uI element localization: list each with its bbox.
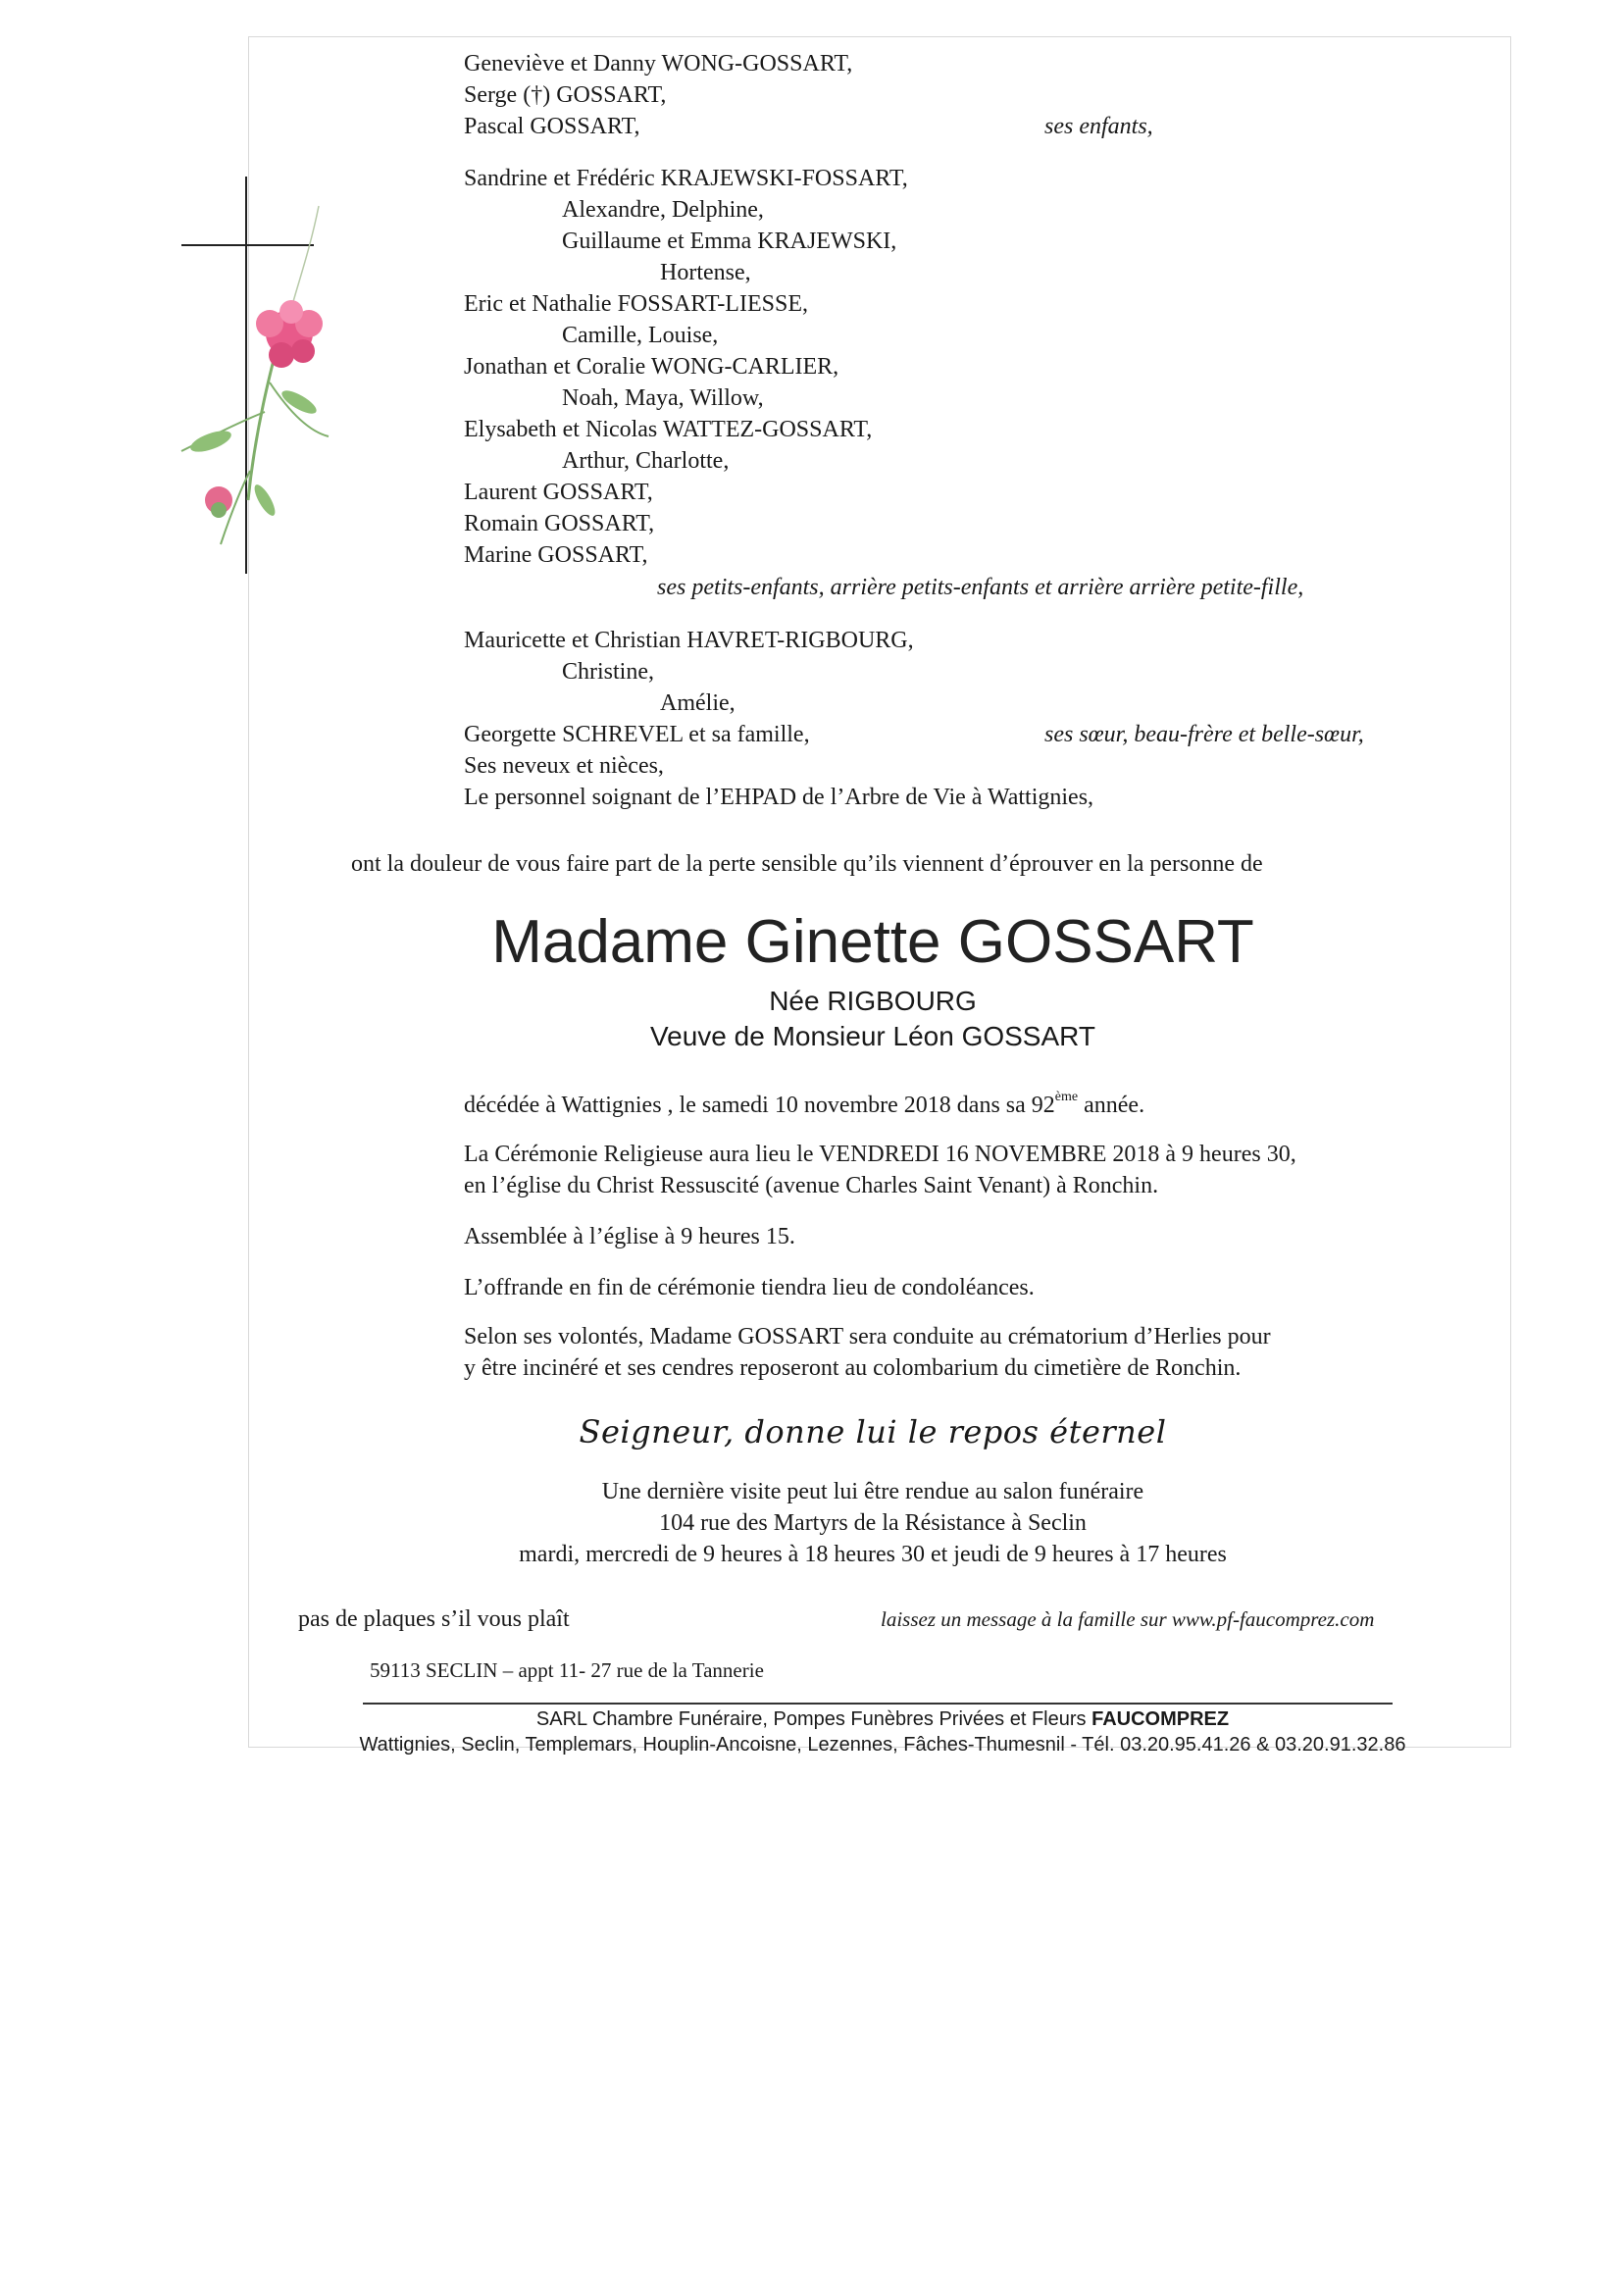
family-line-3: Pascal GOSSART, [464, 114, 640, 139]
family-line-22: Le personnel soignant de l’EHPAD de l’Arbre de Vie à Wattignies, [464, 785, 1094, 810]
role-children: ses enfants, [1044, 114, 1153, 139]
family-line-5: Alexandre, Delphine, [562, 197, 764, 223]
death-text-end: année. [1078, 1093, 1145, 1118]
family-line-14: Laurent GOSSART, [464, 480, 653, 505]
cross-flower-icon [172, 177, 348, 588]
family-line-11: Noah, Maya, Willow, [562, 385, 764, 411]
death-line [464, 1091, 1144, 1120]
footer-company [294, 1706, 1471, 1732]
family-line-16: Marine GOSSART, [464, 542, 648, 568]
death-superscript: ème [1054, 1090, 1079, 1104]
address-line: 59113 SECLIN – appt 11- 27 rue de la Tannerie [370, 1658, 764, 1682]
deceased-widow-of: Veuve de Monsieur Léon GOSSART [650, 1021, 1095, 1051]
family-line-9: Camille, Louise, [562, 323, 719, 348]
family-line-2: Serge (†) GOSSART, [464, 82, 667, 108]
family-line-12: Elysabeth et Nicolas WATTEZ-GOSSART, [464, 417, 873, 442]
visit-line-3: mardi, mercredi de 9 heures à 18 heures 30 et jeudi de 9 heures à 17 heures [519, 1542, 1227, 1567]
visit-line-2: 104 rue des Martyrs de la Résistance à Seclin [659, 1510, 1087, 1536]
announcement-text: ont la douleur de vous faire part de la perte sensible qu’ils viennent d’éprouver en la personne de [351, 851, 1263, 877]
role-grandchildren: ses petits-enfants, arrière petits-enfants et arrière arrière petite-fille, [657, 575, 1304, 600]
prayer-text: Seigneur, donne lui le repos éternel [579, 1413, 1167, 1451]
assembly-line: Assemblée à l’église à 9 heures 15. [464, 1224, 795, 1249]
deceased-maiden-name: Née RIGBOURG [769, 986, 977, 1016]
ceremony-line-1: La Cérémonie Religieuse aura lieu le VENDREDI 16 NOVEMBRE 2018 à 9 heures 30, [464, 1142, 1296, 1167]
family-line-13: Arthur, Charlotte, [562, 448, 730, 474]
footer-cities: Wattignies, Seclin, Templemars, Houplin-Ancoisne, Lezennes, Fâches-Thumesnil - Tél. 03.20.95.41.26 & 03.20.91.32.86 [359, 1734, 1406, 1756]
family-line-20: Georgette SCHREVEL et sa famille, [464, 722, 810, 747]
footer-company-text: SARL Chambre Funéraire, Pompes Funèbres Privées et Fleurs [535, 1708, 1092, 1730]
family-line-15: Romain GOSSART, [464, 511, 655, 536]
ceremony-line-2: en l’église du Christ Ressuscité (avenue Charles Saint Venant) à Ronchin. [464, 1173, 1159, 1198]
family-line-8: Eric et Nathalie FOSSART-LIESSE, [464, 291, 808, 317]
message-note: laissez un message à la famille sur www.pf-faucomprez.com [881, 1607, 1375, 1631]
family-line-1: Geneviève et Danny WONG-GOSSART, [464, 51, 853, 76]
family-line-7: Hortense, [660, 260, 751, 285]
family-line-4: Sandrine et Frédéric KRAJEWSKI-FOSSART, [464, 166, 908, 191]
family-line-21: Ses neveux et nièces, [464, 753, 664, 779]
footer-divider [363, 1703, 1393, 1705]
family-line-6: Guillaume et Emma KRAJEWSKI, [562, 229, 897, 254]
footer-company-brand: FAUCOMPREZ [1091, 1708, 1230, 1730]
wishes-line-1: Selon ses volontés, Madame GOSSART sera conduite au crématorium d’Herlies pour [464, 1324, 1271, 1349]
family-line-19: Amélie, [660, 690, 736, 716]
deceased-name: Madame Ginette GOSSART [491, 908, 1254, 976]
death-text: décédée à Wattignies , le samedi 10 novembre 2018 dans sa 92 [464, 1093, 1055, 1118]
offering-line: L’offrande en fin de cérémonie tiendra lieu de condoléances. [464, 1275, 1035, 1300]
family-line-18: Christine, [562, 659, 654, 685]
family-line-17: Mauricette et Christian HAVRET-RIGBOURG, [464, 628, 914, 653]
family-line-10: Jonathan et Coralie WONG-CARLIER, [464, 354, 839, 380]
visit-line-1: Une dernière visite peut lui être rendue au salon funéraire [601, 1479, 1144, 1504]
role-siblings: ses sœur, beau-frère et belle-sœur, [1044, 722, 1364, 747]
wishes-line-2: y être incinéré et ses cendres reposeront au colombarium du cimetière de Ronchin. [464, 1355, 1242, 1381]
no-plaques-note: pas de plaques s’il vous plaît [298, 1606, 570, 1632]
